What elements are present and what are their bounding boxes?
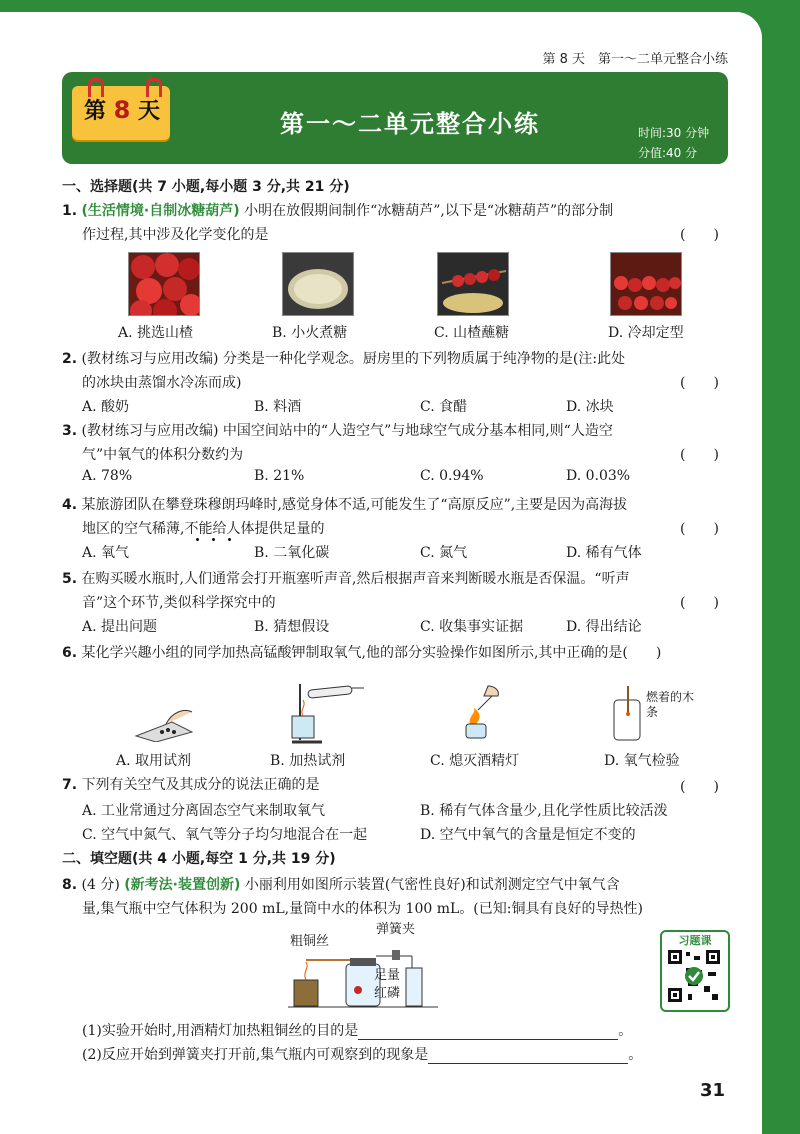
q8-sub2-text: (2)反应开始到弹簧夹打开前,集气瓶内可观察到的现象是 <box>82 1047 429 1063</box>
time-limit: 时间:30 分钟 <box>638 126 710 140</box>
q2-option-c: C. 食醋 <box>420 399 468 415</box>
q5-option-a: A. 提出问题 <box>82 619 158 635</box>
q7-answer-bracket: ( ) <box>680 779 719 795</box>
copper-wire-label: 粗铜丝 <box>290 934 330 949</box>
page-number: 31 <box>700 1080 726 1101</box>
q1-tag: (生活情境·自制冰糖葫芦) <box>81 203 240 219</box>
q2-tag: (教材练习与应用改编) <box>81 351 219 367</box>
q8-sub2-period: 。 <box>628 1047 643 1063</box>
section-heading-fill: 二、填空题(共 4 小题,每空 1 分,共 19 分) <box>62 851 336 867</box>
day-prefix: 第 <box>83 99 106 124</box>
q2-option-a: A. 酸奶 <box>82 399 130 415</box>
q4-line1 <box>62 494 627 514</box>
q2-answer-bracket: ( ) <box>680 375 719 391</box>
page-top-border <box>0 0 800 12</box>
q8-tag: (新考法·装置创新) <box>124 877 241 893</box>
q7-option-b: B. 稀有气体含量少,且化学性质比较活泼 <box>420 803 668 819</box>
q4-number: 4. <box>62 497 78 513</box>
q3-option-b: B. 21% <box>254 468 305 484</box>
q4-option-d: D. 稀有气体 <box>566 545 642 561</box>
q4-option-a: A. 氧气 <box>82 545 130 561</box>
emphasis-dot <box>228 538 231 541</box>
q3-option-d: D. 0.03% <box>566 468 631 484</box>
score-total: 分值:40 分 <box>638 146 698 160</box>
q4-text: 某旅游团队在攀登珠穆朗玛峰时,感觉身体不适,可能发生了“高原反应”,主要是因为高海拔 <box>81 497 628 513</box>
q5-answer-bracket: ( ) <box>680 595 719 611</box>
q1-option-c: C. 山楂蘸糖 <box>434 325 510 341</box>
q6-line1 <box>62 642 661 662</box>
q5-line2: 音”这个环节,类似科学探究中的 <box>82 595 276 611</box>
q1-line1 <box>62 200 613 220</box>
oxygen-test-illustration <box>608 684 648 744</box>
q5-option-d: D. 得出结论 <box>566 619 642 635</box>
q7-option-c: C. 空气中氮气、氧气等分子均匀地混合在一起 <box>82 827 368 843</box>
q8-sub2-blank[interactable] <box>428 1049 628 1064</box>
q8-line1 <box>62 874 620 894</box>
qr-code-icon[interactable] <box>668 950 720 1002</box>
q6-option-c: C. 熄灭酒精灯 <box>430 753 520 769</box>
q4-option-c: C. 氮气 <box>420 545 468 561</box>
day-suffix: 天 <box>138 99 161 124</box>
q4-line2: 地区的空气稀薄,不能给人体提供足量的 <box>82 521 325 537</box>
emphasis-dot <box>196 538 199 541</box>
extinguish-lamp-illustration <box>458 680 518 740</box>
oxygen-measurement-apparatus <box>288 940 438 1010</box>
q5-line1 <box>62 568 630 588</box>
q7-option-a: A. 工业常通过分离固态空气来制取氧气 <box>82 803 326 819</box>
q5-option-c: C. 收集事实证据 <box>420 619 524 635</box>
q8-sub2 <box>82 1044 642 1064</box>
q7-option-d: D. 空气中氧气的含量是恒定不变的 <box>420 827 636 843</box>
q4-answer-bracket: ( ) <box>680 521 719 537</box>
dipping-sugar-photo <box>437 252 509 316</box>
q3-line2: 气”中氧气的体积分数约为 <box>82 447 244 463</box>
q1-option-b: B. 小火煮糖 <box>272 325 348 341</box>
q3-option-a: A. 78% <box>82 468 133 484</box>
qr-code-label: 习题课 <box>678 934 712 947</box>
q3-option-c: C. 0.94% <box>420 468 484 484</box>
day-label <box>80 94 164 125</box>
q1-option-d: D. 冷却定型 <box>608 325 684 341</box>
q2-line2: 的冰块由蒸馏水冷冻而成) <box>82 375 242 391</box>
q8-sub1-period: 。 <box>618 1023 633 1039</box>
q5-text: 在购买暖水瓶时,人们通常会打开瓶塞听声音,然后根据声音来判断暖水瓶是否保温。“听声 <box>81 571 630 587</box>
spring-clip-label: 弹簧夹 <box>376 922 416 937</box>
q8-sub1 <box>82 1020 632 1040</box>
q6-number: 6. <box>62 645 78 661</box>
q6-text: 某化学兴趣小组的同学加热高锰酸钾制取氧气,他的部分实验操作如图所示,其中正确的是( ) <box>81 645 662 661</box>
q5-option-b: B. 猜想假设 <box>254 619 330 635</box>
red-phosphorus-label-2: 红磷 <box>374 986 401 1001</box>
take-reagent-illustration <box>132 702 198 742</box>
q3-text: 中国空间站中的“人造空气”与地球空气成分基本相同,则“人造空 <box>222 423 613 439</box>
q7-text: 下列有关空气及其成分的说法正确的是 <box>81 777 320 793</box>
heating-reagent-illustration <box>282 676 368 746</box>
red-phosphorus-label-1: 足量 <box>374 968 401 983</box>
q7-line1 <box>62 774 320 794</box>
hawthorn-photo <box>128 252 200 316</box>
q5-number: 5. <box>62 571 78 587</box>
q2-text: 分类是一种化学观念。厨房里的下列物质属于纯净物的是(注:此处 <box>222 351 626 367</box>
q3-tag: (教材练习与应用改编) <box>81 423 219 439</box>
q8-text: 小丽利用如图所示装置(气密性良好)和试剂测定空气中氧气含 <box>244 877 620 893</box>
boiling-sugar-photo <box>282 252 354 316</box>
q3-number: 3. <box>62 423 78 439</box>
q6-option-a: A. 取用试剂 <box>116 753 192 769</box>
q8-points: (4 分) <box>81 877 120 893</box>
section-heading-choice: 一、选择题(共 7 小题,每小题 3 分,共 21 分) <box>62 179 350 195</box>
q8-line2: 量,集气瓶中空气体积为 200 mL,量筒中水的体积为 100 mL。(已知:铜具有良好的导热性) <box>82 901 643 917</box>
running-head: 第 8 天 第一～二单元整合小练 <box>542 52 728 67</box>
q8-sub1-text: (1)实验开始时,用酒精灯加热粗铜丝的目的是 <box>82 1023 359 1039</box>
q1-text: 小明在放假期间制作“冰糖葫芦”,以下是“冰糖葫芦”的部分制 <box>244 203 614 219</box>
cooling-shaping-photo <box>610 252 682 316</box>
q8-number: 8. <box>62 877 78 893</box>
q2-option-d: D. 冰块 <box>566 399 614 415</box>
q2-option-b: B. 料酒 <box>254 399 302 415</box>
q6-option-b: B. 加热试剂 <box>270 753 346 769</box>
q8-sub1-blank[interactable] <box>358 1025 618 1040</box>
q4-option-b: B. 二氧化碳 <box>254 545 330 561</box>
burning-stick-label: 燃着的木条 <box>646 690 695 719</box>
q1-option-a: A. 挑选山楂 <box>118 325 194 341</box>
emphasis-dot <box>212 538 215 541</box>
page-side-border <box>762 0 800 1134</box>
q3-answer-bracket: ( ) <box>680 447 719 463</box>
q1-number: 1. <box>62 203 78 219</box>
q7-number: 7. <box>62 777 78 793</box>
day-number: 8 <box>113 96 131 124</box>
q1-line2: 作过程,其中涉及化学变化的是 <box>82 227 269 243</box>
q1-answer-bracket: ( ) <box>680 227 719 243</box>
q3-line1 <box>62 420 613 440</box>
q2-line1 <box>62 348 625 368</box>
q2-number: 2. <box>62 351 78 367</box>
page-title: 第一～二单元整合小练 <box>280 110 540 138</box>
q6-option-d: D. 氧气检验 <box>604 753 680 769</box>
